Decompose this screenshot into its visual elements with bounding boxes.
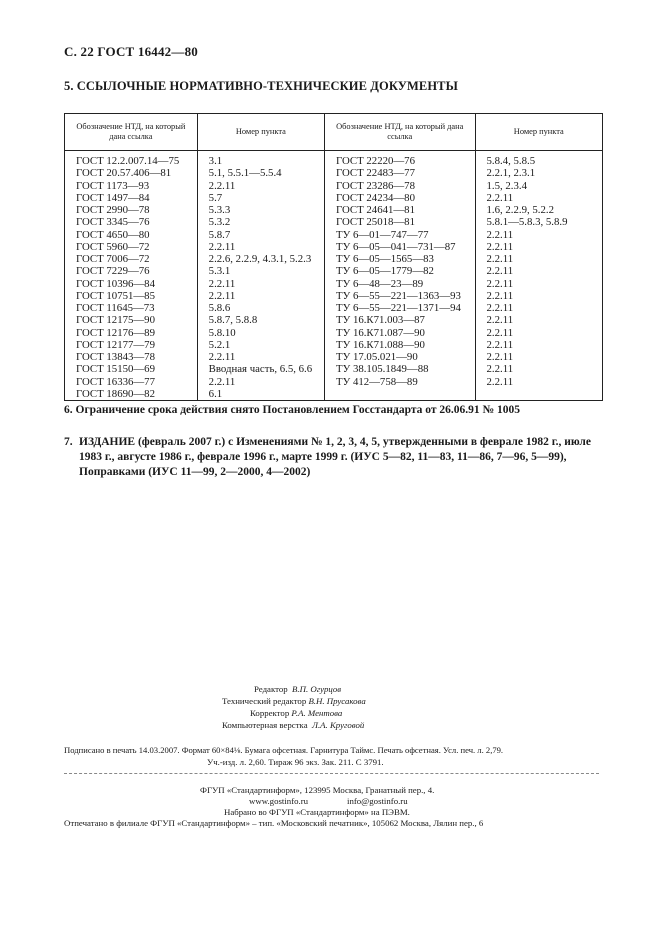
right-item-entry: 5.8.4, 5.8.5 bbox=[486, 155, 536, 167]
right-doc-entry: ТУ 412—758—89 bbox=[336, 375, 418, 388]
credit-tech-editor bbox=[222, 696, 366, 708]
left-doc-entry: ГОСТ 1173—93 bbox=[76, 179, 150, 192]
right-item-entry: 2.2.11 bbox=[486, 338, 514, 351]
credit-proofreader bbox=[250, 708, 342, 720]
right-item-entry: 2.2.11 bbox=[486, 191, 514, 204]
left-item-entry: 5.8.6 bbox=[208, 302, 231, 314]
right-item-entry: 2.2.11 bbox=[486, 326, 514, 339]
right-doc-entry: ТУ 17.05.021—90 bbox=[336, 351, 418, 363]
right-items-list bbox=[476, 155, 603, 388]
left-doc-entry: ГОСТ 18690—82 bbox=[76, 387, 155, 400]
right-item-entry: 2.2.11 bbox=[486, 253, 514, 265]
right-item-entry: 2.2.11 bbox=[486, 302, 514, 314]
right-doc-entry: ГОСТ 24641—81 bbox=[336, 204, 415, 216]
right-doc-entry: ТУ 16.К71.087—90 bbox=[336, 326, 425, 339]
table-body-row bbox=[65, 151, 603, 401]
left-item-entry: 2.2.11 bbox=[208, 179, 236, 192]
left-item-entry: 5.8.7 bbox=[208, 228, 231, 241]
section-7 bbox=[64, 435, 604, 480]
right-docs-cell bbox=[325, 151, 476, 401]
section-5-title: 5. ССЫЛОЧНЫЕ НОРМАТИВНО-ТЕХНИЧЕСКИЕ ДОКУМЕНТЫ bbox=[64, 79, 458, 93]
credit-name: В.П. Огурцов bbox=[292, 684, 342, 694]
left-items-cell bbox=[197, 151, 324, 401]
right-doc-entry: ГОСТ 22483—77 bbox=[336, 167, 415, 180]
right-item-entry: 2.2.11 bbox=[486, 375, 514, 388]
left-docs-list bbox=[65, 155, 197, 400]
left-doc-entry: ГОСТ 12175—90 bbox=[76, 314, 155, 327]
credit-layout bbox=[222, 720, 364, 732]
left-item-entry: 2.2.11 bbox=[208, 289, 236, 302]
publisher-website: www.gostinfo.ru bbox=[249, 796, 309, 806]
page-header: С. 22 ГОСТ 16442—80 bbox=[64, 44, 198, 59]
left-doc-entry: ГОСТ 7006—72 bbox=[76, 253, 150, 265]
section-7-text: ИЗДАНИЕ (февраль 2007 г.) с Изменениями № 1, 2, 3, 4, 5, утвержденными в феврале 1982 г., июле 1983 г., августе 1986 г., феврале 1996 г., марте 1999 г. (ИУС 5—82, 11—83, 11—86, 7—96, 5—99), Поправками (ИУС 11—99, 2—2000, 4—2002) bbox=[79, 436, 591, 478]
left-item-entry: 2.2.11 bbox=[208, 375, 236, 388]
right-item-entry: 2.2.11 bbox=[486, 228, 514, 241]
right-doc-entry: ТУ 6—55—221—1371—94 bbox=[336, 302, 461, 314]
left-doc-entry: ГОСТ 1497—84 bbox=[76, 191, 150, 204]
right-doc-entry: ТУ 6—05—1779—82 bbox=[336, 265, 434, 278]
right-item-entry: 2.2.11 bbox=[486, 240, 514, 253]
imprint-line-2: Уч.-изд. л. 2,60. Тираж 96 экз. Зак. 211. С 3791. bbox=[207, 757, 384, 767]
right-doc-entry: ГОСТ 24234—80 bbox=[336, 191, 415, 204]
header-item-right: Номер пункта bbox=[475, 114, 603, 151]
right-item-entry: 2.2.11 bbox=[486, 363, 514, 376]
section-6: 6. Ограничение срока действия снято Постановлением Госстандарта от 26.06.91 № 1005 bbox=[64, 404, 520, 416]
left-doc-entry: ГОСТ 4650—80 bbox=[76, 228, 150, 241]
left-item-entry: 2.2.6, 2.2.9, 4.3.1, 5.2.3 bbox=[208, 253, 312, 265]
right-item-entry: 2.2.11 bbox=[486, 351, 514, 363]
credit-role: Корректор bbox=[250, 708, 290, 718]
typeset-note: Набрано во ФГУП «Стандартинформ» на ПЭВМ. bbox=[224, 807, 410, 817]
right-doc-entry: ТУ 6—48—23—89 bbox=[336, 277, 424, 290]
right-docs-list bbox=[325, 155, 475, 388]
credit-editor bbox=[254, 684, 341, 696]
right-items-cell bbox=[475, 151, 603, 401]
left-docs-cell bbox=[65, 151, 198, 401]
right-doc-entry: ТУ 16.К71.088—90 bbox=[336, 338, 425, 351]
credit-role: Технический редактор bbox=[222, 696, 307, 706]
imprint-line-1: Подписано в печать 14.03.2007. Формат 60×84⅛. Бумага офсетная. Гарнитура Таймс. Печать офсетная. Усл. печ. л. 2,79. bbox=[64, 745, 504, 755]
right-item-entry: 2.2.1, 2.3.1 bbox=[486, 167, 536, 180]
left-doc-entry: ГОСТ 12.2.007.14—75 bbox=[76, 155, 180, 167]
right-item-entry: 1.6, 2.2.9, 5.2.2 bbox=[486, 204, 554, 216]
header-doc-left: Обозначение НТД, на который дана ссылка bbox=[65, 114, 198, 151]
divider bbox=[64, 773, 599, 774]
left-doc-entry: ГОСТ 13843—78 bbox=[76, 351, 155, 363]
left-item-entry: Вводная часть, 6.5, 6.6 bbox=[208, 363, 313, 376]
right-doc-entry: ТУ 38.105.1849—88 bbox=[336, 363, 429, 376]
left-doc-entry: ГОСТ 3345—76 bbox=[76, 216, 150, 229]
credit-name: В.Н. Прусакова bbox=[308, 696, 366, 706]
left-item-entry: 5.2.1 bbox=[208, 338, 231, 351]
left-item-entry: 5.1, 5.5.1—5.5.4 bbox=[208, 167, 282, 180]
left-doc-entry: ГОСТ 12176—89 bbox=[76, 326, 155, 339]
publisher-email: info@gostinfo.ru bbox=[347, 796, 408, 806]
right-item-entry: 1.5, 2.3.4 bbox=[486, 179, 527, 192]
header-doc-right: Обозначение НТД, на который дана ссылка bbox=[325, 114, 476, 151]
header-item-left: Номер пункта bbox=[197, 114, 324, 151]
right-doc-entry: ТУ 6—05—041—731—87 bbox=[336, 240, 456, 253]
right-doc-entry: ГОСТ 22220—76 bbox=[336, 155, 415, 167]
credit-role: Редактор bbox=[254, 684, 288, 694]
left-item-entry: 2.2.11 bbox=[208, 277, 236, 290]
left-items-list bbox=[198, 155, 324, 400]
right-item-entry: 2.2.11 bbox=[486, 289, 514, 302]
section-7-number: 7. bbox=[64, 436, 73, 448]
right-item-entry: 5.8.1—5.8.3, 5.8.9 bbox=[486, 216, 568, 229]
right-item-entry: 2.2.11 bbox=[486, 265, 514, 278]
left-item-entry: 5.7 bbox=[208, 191, 223, 204]
publisher-address: ФГУП «Стандартинформ», 123995 Москва, Гранатный пер., 4. bbox=[200, 785, 435, 795]
right-item-entry: 2.2.11 bbox=[486, 314, 514, 327]
right-item-entry: 2.2.11 bbox=[486, 277, 514, 290]
credit-name: Л.А. Круговой bbox=[312, 720, 365, 730]
left-doc-entry: ГОСТ 12177—79 bbox=[76, 338, 155, 351]
right-doc-entry: ТУ 6—55—221—1363—93 bbox=[336, 289, 461, 302]
right-doc-entry: ГОСТ 25018—81 bbox=[336, 216, 415, 229]
right-doc-entry: ТУ 16.К71.003—87 bbox=[336, 314, 425, 327]
left-doc-entry: ГОСТ 2990—78 bbox=[76, 204, 150, 216]
credit-role: Компьютерная верстка bbox=[222, 720, 308, 730]
left-doc-entry: ГОСТ 10751—85 bbox=[76, 289, 155, 302]
left-doc-entry: ГОСТ 5960—72 bbox=[76, 240, 150, 253]
left-item-entry: 5.8.7, 5.8.8 bbox=[208, 314, 258, 327]
left-item-entry: 5.3.2 bbox=[208, 216, 231, 229]
left-item-entry: 5.8.10 bbox=[208, 326, 236, 339]
credit-name: Р.А. Ментова bbox=[291, 708, 343, 718]
left-doc-entry: ГОСТ 16336—77 bbox=[76, 375, 155, 388]
left-item-entry: 5.3.1 bbox=[208, 265, 231, 278]
right-doc-entry: ГОСТ 23286—78 bbox=[336, 179, 415, 192]
left-item-entry: 2.2.11 bbox=[208, 351, 236, 363]
left-doc-entry: ГОСТ 11645—73 bbox=[76, 302, 155, 314]
right-doc-entry: ТУ 6—05—1565—83 bbox=[336, 253, 434, 265]
left-item-entry: 3.1 bbox=[208, 155, 223, 167]
left-item-entry: 5.3.3 bbox=[208, 204, 231, 216]
references-table bbox=[64, 113, 603, 401]
left-item-entry: 6.1 bbox=[208, 387, 223, 400]
left-doc-entry: ГОСТ 15150—69 bbox=[76, 363, 155, 376]
left-doc-entry: ГОСТ 20.57.406—81 bbox=[76, 167, 172, 180]
left-item-entry: 2.2.11 bbox=[208, 240, 236, 253]
left-doc-entry: ГОСТ 7229—76 bbox=[76, 265, 150, 278]
right-doc-entry: ТУ 6—01—747—77 bbox=[336, 228, 429, 241]
table-header-row bbox=[65, 114, 603, 151]
left-doc-entry: ГОСТ 10396—84 bbox=[76, 277, 155, 290]
print-note: Отпечатано в филиале ФГУП «Стандартинформ» – тип. «Московский печатник», 105062 Москва, Лялин пер., 6 bbox=[64, 818, 484, 828]
